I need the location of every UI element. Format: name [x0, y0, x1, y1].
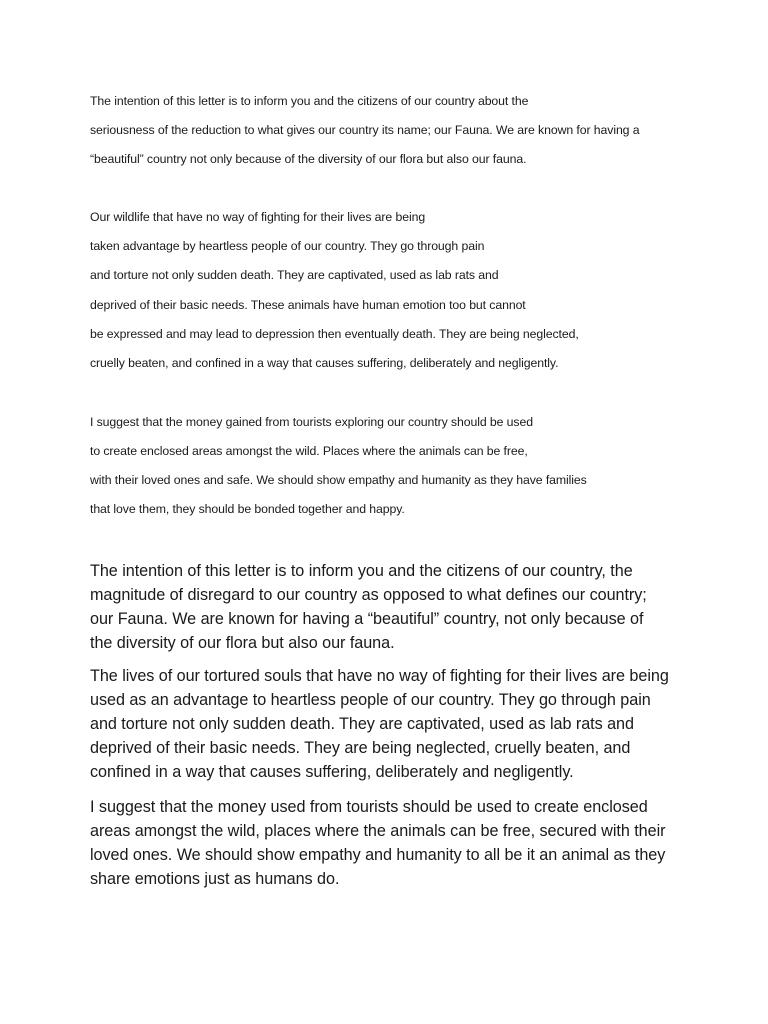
text-line: Our wildlife that have no way of fighting for their lives are being	[90, 210, 426, 224]
text-line: areas amongst the wild, places where the animals can be free, secured with their	[90, 822, 666, 840]
text-line: The lives of our tortured souls that have no way of fighting for their lives are being	[90, 667, 669, 685]
text-line: I suggest that the money used from tourists should be used to create enclosed	[90, 798, 648, 816]
text-line: cruelly beaten, and confined in a way that causes suffering, deliberately and negligently.	[90, 356, 559, 370]
text-line: deprived of their basic needs. They are being neglected, cruelly beaten, and	[90, 739, 631, 757]
text-line: used as an advantage to heartless people of our country. They go through pain	[90, 691, 651, 709]
text-line: confined in a way that causes suffering, deliberately and negligently.	[90, 763, 574, 781]
text-line: to create enclosed areas amongst the wild. Places where the animals can be free,	[90, 444, 528, 458]
text-line: that love them, they should be bonded together and happy.	[90, 502, 405, 516]
text-line: The intention of this letter is to inform you and the citizens of our country, the	[90, 562, 633, 580]
text-line: our Fauna. We are known for having a “beautiful” country, not only because of	[90, 610, 644, 628]
text-line: and torture not only sudden death. They are captivated, used as lab rats and	[90, 268, 499, 282]
text-line: share emotions just as humans do.	[90, 870, 340, 888]
text-line: loved ones. We should show empathy and humanity to all be it an animal as they	[90, 846, 666, 864]
text-line: The intention of this letter is to inform you and the citizens of our country about the	[90, 94, 529, 108]
text-line: the diversity of our flora but also our fauna.	[90, 634, 395, 652]
text-line: be expressed and may lead to depression then eventually death. They are being neglected,	[90, 327, 579, 341]
text-line: deprived of their basic needs. These animals have human emotion too but cannot	[90, 298, 526, 312]
text-line: seriousness of the reduction to what gives our country its name; our Fauna. We are known for having a	[90, 123, 640, 137]
text-line: I suggest that the money gained from tourists exploring our country should be used	[90, 415, 533, 429]
text-line: and torture not only sudden death. They are captivated, used as lab rats and	[90, 715, 634, 733]
text-line: “beautiful” country not only because of the diversity of our flora but also our fauna.	[90, 152, 527, 166]
text-line: with their loved ones and safe. We should show empathy and humanity as they have families	[90, 473, 587, 487]
text-line: taken advantage by heartless people of our country. They go through pain	[90, 239, 485, 253]
text-line: magnitude of disregard to our country as opposed to what defines our country;	[90, 586, 647, 604]
